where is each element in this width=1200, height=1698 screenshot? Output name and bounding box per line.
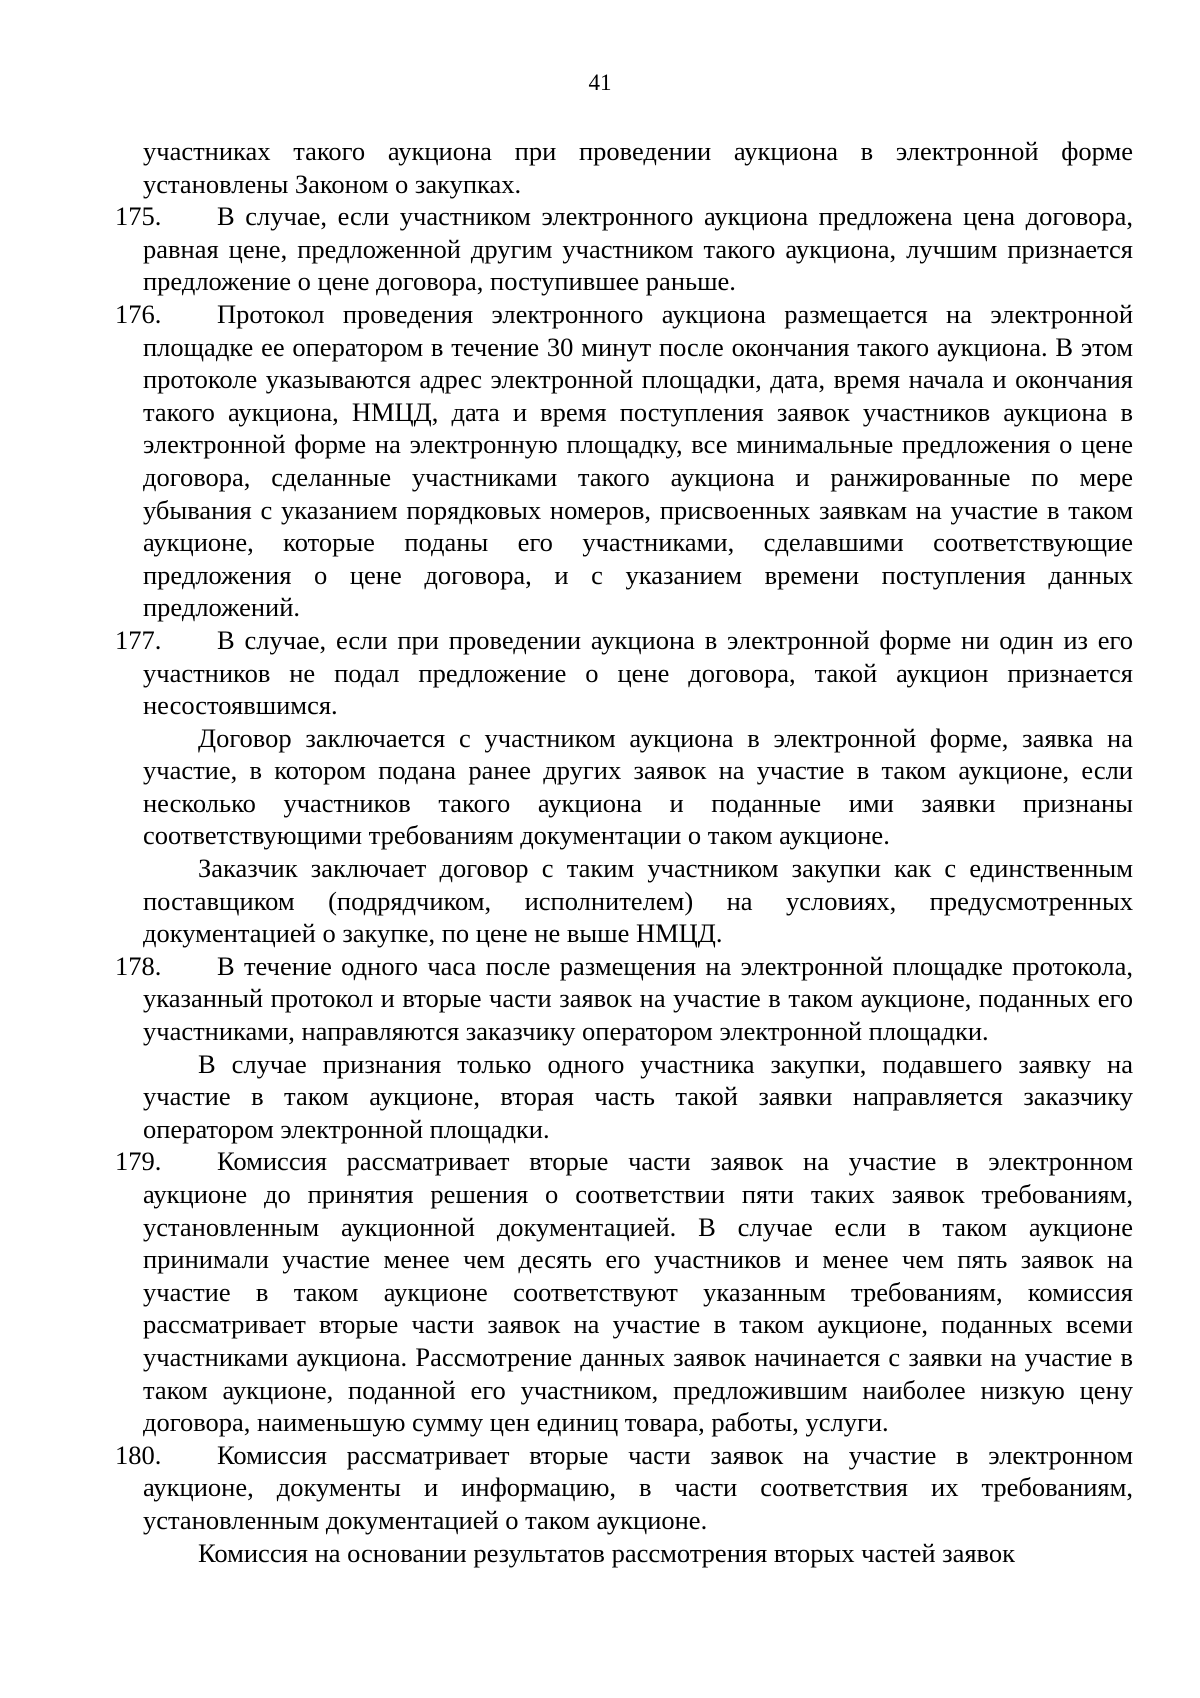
paragraph-text: Комиссия рассматривает вторые части заявок на участие в электронном аукционе, документы и информацию, в части соответствия их требованиям, установленным документацией о таком аукционе.: [143, 1439, 1133, 1535]
paragraph-text: участниках такого аукциона при проведении аукциона в электронной форме установлены Законом о закупках.: [143, 136, 1133, 199]
paragraph: [143, 135, 1133, 200]
paragraph: [143, 1537, 1133, 1570]
numbered-paragraph: [115, 1145, 1133, 1438]
numbered-paragraph: [115, 298, 1133, 624]
paragraph-number: 177.: [115, 624, 162, 655]
paragraph-text: Комиссия на основании результатов рассмотрения вторых частей заявок: [198, 1537, 1016, 1568]
numbered-paragraph: [115, 624, 1133, 722]
paragraph-text: В случае, если при проведении аукциона в электронной форме ни один из его участников не подал предложение о цене договора, такой аукцион признается несостоявшимся.: [143, 624, 1133, 721]
paragraph: [143, 852, 1133, 950]
paragraph-text: Договор заключается с участником аукциона в электронной форме, заявка на участие, в котором подана ранее других заявок на участие в таком аукционе, если несколько участников такого аукциона и поданные ими заявки признаны соответствующими требованиям документации о таком аукционе.: [143, 722, 1133, 851]
paragraph-text: Заказчик заключает договор с таким участником закупки как с единственным поставщиком (подрядчиком, исполнителем) на условиях, предусмотренных документацией о закупке, по цене не выше НМЦД.: [143, 853, 1133, 949]
paragraph-text: В случае признания только одного участника закупки, подавшего заявку на участие в таком аукционе, вторая часть такой заявки направляется заказчику оператором электронной площадки.: [143, 1048, 1133, 1144]
paragraph: [143, 722, 1133, 852]
paragraph: [143, 1048, 1133, 1146]
page-number: 41: [588, 70, 612, 95]
paragraph-text: В течение одного часа после размещения на электронной площадке протокола, указанный протокол и вторые части заявок на участие в таком аукционе, поданных его участниками, направляются заказчику оператором электронной площадки.: [143, 950, 1133, 1047]
paragraph-text: Комиссия рассматривает вторые части заявок на участие в электронном аукционе до принятия решения о соответствии пяти таких заявок требованиям, установленным аукционной документацией. В случае если в таком аукционе принимали участие менее чем десять его участников и менее чем пять заявок на участие в таком аукционе соответствуют указанным требованиям, комиссия рассматривает вторые части заявок на участие в таком аукционе, поданных всеми участниками аукциона. Рассмотрение данных заявок начинается с заявки на участие в таком аукционе, поданной его участником, предложившим наиболее низкую цену договора, наименьшую сумму цен единиц товара, работы, услуги.: [143, 1146, 1133, 1438]
paragraph-number: 178.: [115, 950, 162, 981]
numbered-paragraph: [115, 950, 1133, 1048]
paragraph-number: 179.: [115, 1146, 162, 1177]
paragraph-text: В случае, если участником электронного аукциона предложена цена договора, равная цене, предложенной другим участником такого аукциона, лучшим признается предложение о цене договора, поступившее раньше.: [143, 201, 1133, 297]
paragraph-number: 180.: [115, 1439, 162, 1470]
numbered-paragraph: [115, 200, 1133, 298]
document-body: [115, 135, 1133, 1569]
paragraph-number: 175.: [115, 201, 162, 232]
paragraph-number: 176.: [115, 298, 162, 329]
paragraph-text: Протокол проведения электронного аукциона размещается на электронной площадке ее оператором в течение 30 минут после окончания такого аукциона. В этом протоколе указываются адрес электронной площадки, дата, время начала и окончания такого аукциона, НМЦД, дата и время поступления заявок участников аукциона в электронной форме на электронную площадку, все минимальные предложения о цене договора, сделанные участниками такого аукциона и ранжированные по мере убывания с указанием порядковых номеров, присвоенных заявкам на участие в таком аукционе, которые поданы его участниками, сделавшими соответствующие предложения о цене договора, и с указанием времени поступления данных предложений.: [143, 298, 1133, 623]
numbered-paragraph: [115, 1439, 1133, 1537]
